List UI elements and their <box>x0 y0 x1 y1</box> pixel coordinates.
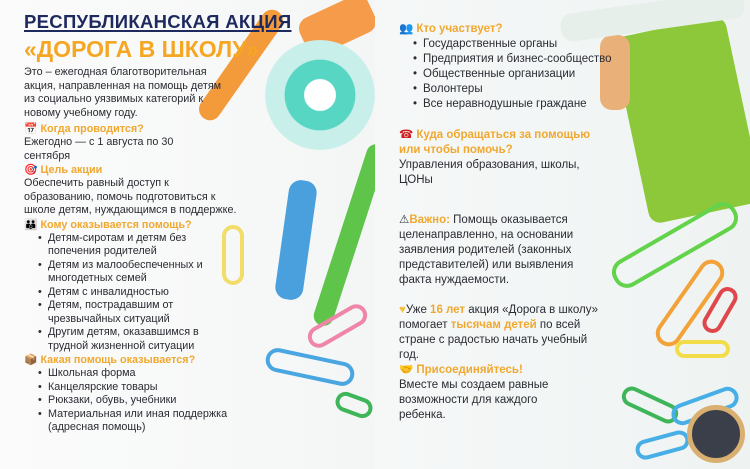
list-item: • Все неравнодушные граждане <box>413 97 619 112</box>
important-text: ⚠Важно: Помощь оказывается целенаправленно, на основании заявления родителей (законных представителей) или выявления факта нуждаемости. <box>399 214 574 286</box>
when-heading: 📅 Когда проводится? <box>24 123 144 135</box>
contact-text: Управления образования, школы, ЦОНы <box>399 159 580 186</box>
whom-list <box>24 232 229 354</box>
title-line-2: «ДОРОГА В ШКОЛУ» <box>24 36 259 62</box>
target-icon: 🎯 <box>24 164 38 176</box>
list-item: • Волонтеры <box>413 82 619 97</box>
people-icon: 👥 <box>399 23 414 35</box>
paperclip-decoration <box>619 383 682 426</box>
compass-decoration <box>687 405 745 463</box>
phone-icon: ☎ <box>399 129 414 141</box>
title-line-1: РЕСПУБЛИКАНСКАЯ АКЦИЯ <box>24 11 292 32</box>
list-item: • Рюкзаки, обувь, учебники <box>38 394 259 408</box>
who-heading: 👥 Кто участвует? <box>399 23 503 35</box>
join-text: Вместе мы создаем равные возможности для каждого ребенка. <box>399 379 549 421</box>
right-page <box>375 0 750 469</box>
list-item: • Канцелярские товары <box>38 381 259 395</box>
notebook-decoration <box>612 15 750 225</box>
list-item: • Государственные органы <box>413 37 619 52</box>
family-icon: 👪 <box>24 218 38 231</box>
goal-text: Обеспечить равный доступ к образованию, помочь подготовиться к школе детям, нуждающимся в поддержке. <box>24 177 237 216</box>
list-item: • Школьная форма <box>38 367 259 381</box>
years-text: ♥Уже 16 лет акция «Дорога в школу» помогает тысячам детей по всей стране с радостью начать учебный год. <box>399 304 598 361</box>
what-heading: 📦 Какая помощь оказывается? <box>24 354 196 366</box>
contact-heading: ☎ Куда обращаться за помощью или чтобы помочь? <box>399 129 591 156</box>
paperclip-decoration <box>633 428 691 462</box>
whom-heading: 👪 Кому оказывается помощь? <box>24 218 192 231</box>
join-heading: 🤝 Присоединяйтесь! <box>399 364 523 376</box>
heart-icon: ♥ <box>399 304 406 316</box>
list-item: • Другим детям, оказавшимся в трудной жизненной ситуации <box>38 326 229 353</box>
list-item: • Детям из малообеспеченных и многодетных семей <box>38 259 229 286</box>
list-item: • Детям с инвалидностью <box>38 286 229 300</box>
when-text: Ежегодно — с 1 августа по 30 сентября <box>24 136 174 162</box>
package-icon: 📦 <box>24 354 38 366</box>
handshake-icon: 🤝 <box>399 364 414 376</box>
warning-icon: ⚠ <box>399 214 410 226</box>
paperclip-decoration <box>675 340 730 358</box>
list-item: • Общественные организации <box>413 67 619 82</box>
calendar-icon: 📅 <box>24 123 38 135</box>
paperclip-decoration <box>333 389 375 421</box>
who-list <box>399 37 619 112</box>
goal-heading: 🎯 Цель акции <box>24 164 103 176</box>
list-item: • Детям, пострадавшим от чрезвычайных ситуаций <box>38 299 229 326</box>
intro-text: Это – ежегодная благотворительная акция, направленная на помощь детям из социально уязвимых категорий к новому учебному году. <box>24 66 222 119</box>
list-item: • Материальная или иная поддержка (адресная помощь) <box>38 408 259 435</box>
list-item: • Предприятия и бизнес-сообщество <box>413 52 619 67</box>
list-item: • Детям-сиротам и детям без попечения родителей <box>38 232 229 259</box>
what-list <box>24 367 259 435</box>
